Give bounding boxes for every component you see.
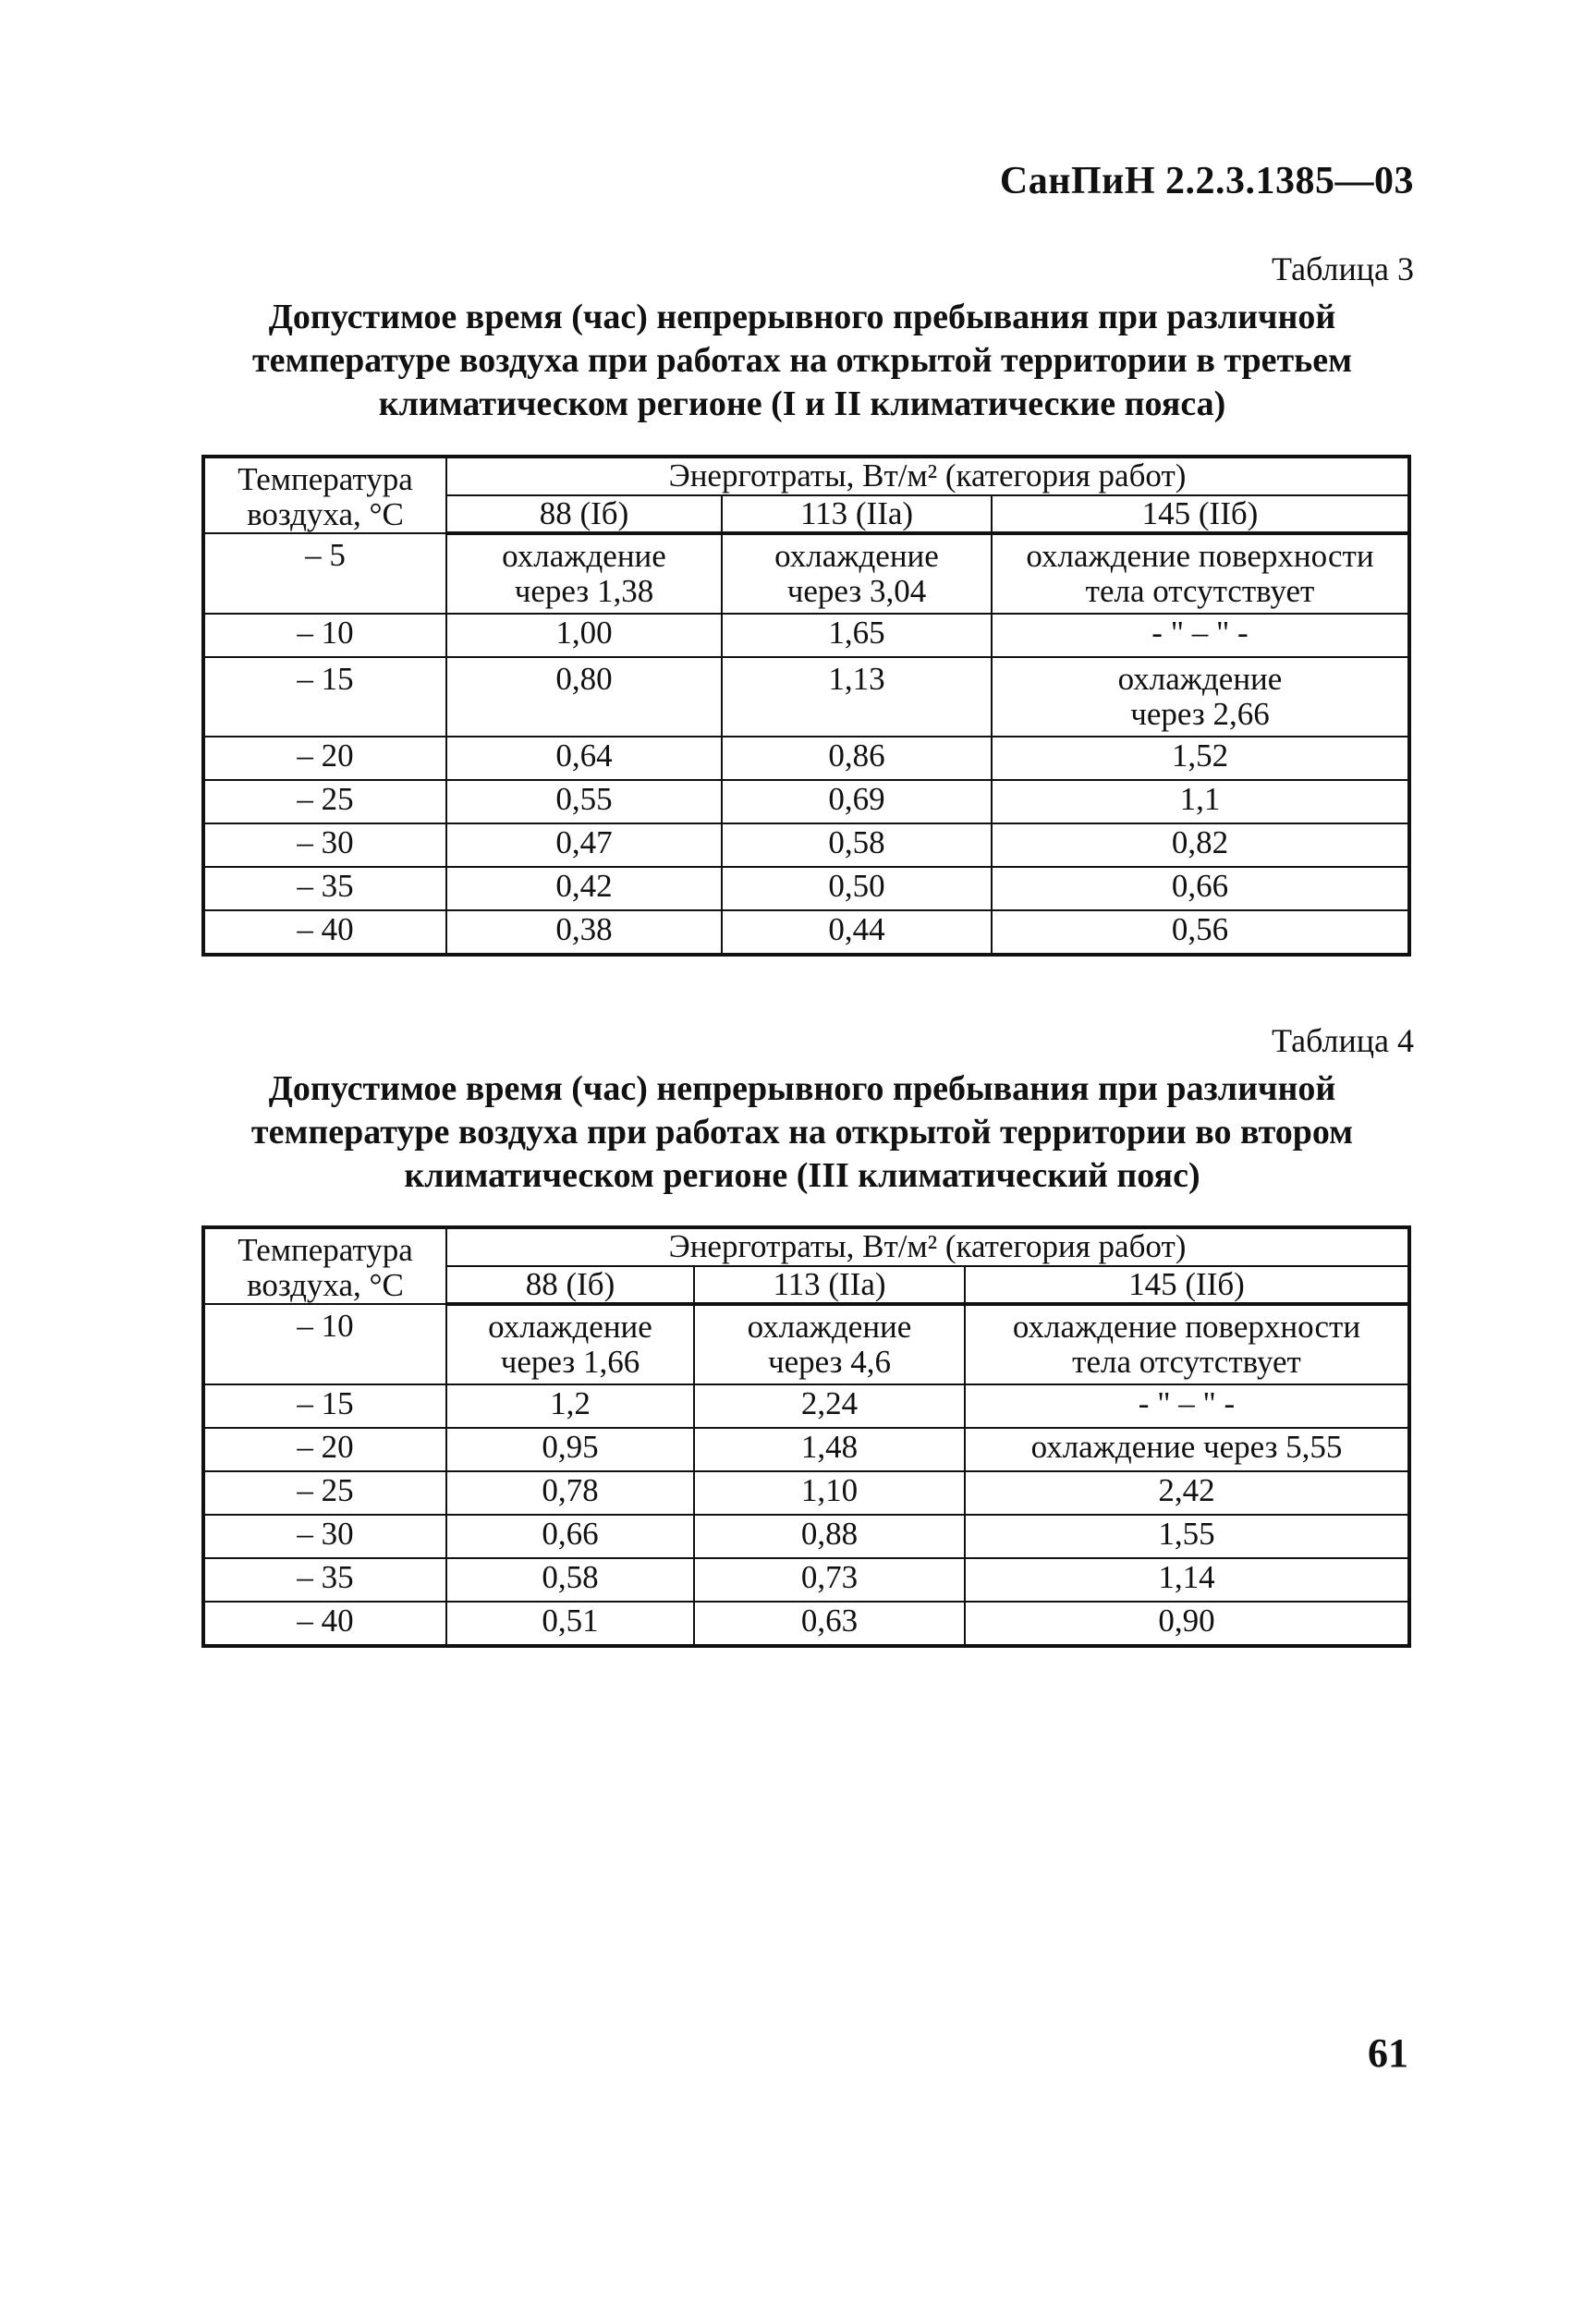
temperature-header-line: Температура xyxy=(238,461,413,497)
table-4 xyxy=(201,1225,1411,1648)
value-cell xyxy=(722,780,992,823)
temperature-cell: – 40 xyxy=(203,1602,446,1646)
value-cell-line: 0,47 xyxy=(555,824,613,860)
value-cell xyxy=(446,1428,694,1471)
value-cell xyxy=(992,780,1409,823)
temperature-cell: – 35 xyxy=(203,1558,446,1602)
value-cell xyxy=(694,1428,965,1471)
value-cell xyxy=(694,1471,965,1515)
value-cell-line: 1,48 xyxy=(800,1429,859,1465)
value-cell-line: 0,78 xyxy=(542,1472,599,1508)
value-cell xyxy=(446,910,722,955)
temperature-cell: – 40 xyxy=(203,910,446,955)
value-cell-line: - " – " - xyxy=(1151,615,1249,651)
energy-header: Энерготраты, Вт/м² (категория работ) xyxy=(446,1227,1409,1266)
value-cell-line: 0,66 xyxy=(1171,868,1229,904)
column-header-113: 113 (IIа) xyxy=(694,1266,965,1305)
value-cell xyxy=(694,1558,965,1602)
value-cell xyxy=(965,1471,1409,1515)
value-cell-line: 1,52 xyxy=(1171,737,1229,774)
value-cell-line: 0,44 xyxy=(828,911,885,947)
value-cell-line: 0,88 xyxy=(800,1516,859,1552)
value-cell-line: охлаждение xyxy=(747,1309,912,1345)
table-3-title xyxy=(201,296,1403,426)
value-cell-line: тела отсутствует xyxy=(1072,1344,1301,1380)
value-cell-line: через 4,6 xyxy=(768,1344,891,1380)
table-4-title-line: Допустимое время (час) непрерывного пребывания при различной xyxy=(268,1069,1336,1108)
value-cell xyxy=(446,1602,694,1646)
temperature-header xyxy=(203,457,446,533)
table-row xyxy=(203,737,1409,780)
value-cell-line: 1,00 xyxy=(555,615,613,651)
temperature-cell: – 30 xyxy=(203,823,446,867)
page-number: 61 xyxy=(1368,2030,1408,2076)
value-cell xyxy=(965,1384,1409,1428)
temperature-cell: – 10 xyxy=(203,614,446,657)
column-header-88: 88 (Iб) xyxy=(446,495,722,534)
value-cell xyxy=(446,1515,694,1558)
value-cell xyxy=(992,823,1409,867)
value-cell-line: 0,95 xyxy=(542,1429,599,1465)
temperature-header-line: воздуха, °С xyxy=(247,496,404,532)
table-row xyxy=(203,614,1409,657)
value-cell-line: 0,73 xyxy=(800,1559,859,1595)
value-cell-line: охлаждение xyxy=(488,1309,652,1345)
table-4-title-line: климатическом регионе (III климатический пояс) xyxy=(404,1156,1200,1195)
value-cell-line: 2,24 xyxy=(800,1385,859,1421)
value-cell xyxy=(965,1515,1409,1558)
temperature-cell: – 20 xyxy=(203,737,446,780)
value-cell-line: охлаждение xyxy=(502,538,666,574)
value-cell xyxy=(722,823,992,867)
table-row xyxy=(203,1384,1409,1428)
temperature-header xyxy=(203,1227,446,1304)
value-cell-line: через 1,38 xyxy=(514,573,654,609)
value-cell xyxy=(992,867,1409,910)
value-cell xyxy=(965,1428,1409,1471)
table-3-body xyxy=(203,533,1409,955)
table-row xyxy=(203,823,1409,867)
table-row xyxy=(203,1515,1409,1558)
value-cell-line: 2,42 xyxy=(1158,1472,1215,1508)
table-row xyxy=(203,910,1409,955)
table-4-title xyxy=(201,1067,1403,1198)
table-row xyxy=(203,1602,1409,1646)
value-cell xyxy=(722,910,992,955)
value-cell-line: 0,51 xyxy=(542,1603,599,1639)
column-header-113: 113 (IIа) xyxy=(722,495,992,534)
temperature-cell: – 5 xyxy=(203,533,446,614)
value-cell-line: через 2,66 xyxy=(1130,696,1270,732)
table-row xyxy=(203,1471,1409,1515)
value-cell-line: 0,66 xyxy=(542,1516,599,1552)
document-code: СанПиН 2.2.3.1385—03 xyxy=(999,160,1414,202)
value-cell xyxy=(446,533,722,614)
temperature-cell: – 25 xyxy=(203,1471,446,1515)
value-cell-line: 0,80 xyxy=(555,661,613,697)
table-4-label: Таблица 4 xyxy=(1272,1022,1414,1059)
value-cell-line: через 3,04 xyxy=(786,573,927,609)
value-cell xyxy=(446,737,722,780)
table-4-title-line: температуре воздуха при работах на открытой территории во втором xyxy=(250,1113,1354,1152)
value-cell xyxy=(446,614,722,657)
column-header-145: 145 (IIб) xyxy=(965,1266,1409,1305)
value-cell xyxy=(722,867,992,910)
value-cell xyxy=(722,737,992,780)
value-cell-line: 0,90 xyxy=(1158,1603,1215,1639)
value-cell-line: охлаждение xyxy=(774,538,939,574)
table-4-body xyxy=(203,1304,1409,1646)
value-cell xyxy=(992,737,1409,780)
value-cell xyxy=(722,657,992,737)
table-3-title-line: Допустимое время (час) непрерывного пребывания при различной xyxy=(268,298,1336,336)
value-cell-line: тела отсутствует xyxy=(1085,573,1315,609)
value-cell xyxy=(446,1558,694,1602)
temperature-cell: – 25 xyxy=(203,780,446,823)
table-3-title-line: климатическом регионе (I и II климатические пояса) xyxy=(378,384,1226,423)
value-cell xyxy=(992,533,1409,614)
value-cell-line: охлаждение xyxy=(1117,661,1283,697)
value-cell-line: 1,55 xyxy=(1158,1516,1215,1552)
table-3-title-line: температуре воздуха при работах на открытой территории в третьем xyxy=(251,341,1352,380)
energy-header: Энерготраты, Вт/м² (категория работ) xyxy=(446,457,1409,495)
temperature-cell: – 20 xyxy=(203,1428,446,1471)
table-row xyxy=(203,780,1409,823)
value-cell xyxy=(446,1471,694,1515)
temperature-header-line: Температура xyxy=(238,1232,413,1268)
value-cell-line: 1,1 xyxy=(1179,781,1221,817)
temperature-cell: – 10 xyxy=(203,1304,446,1384)
table-row xyxy=(203,657,1409,737)
value-cell xyxy=(446,823,722,867)
value-cell-line: 1,2 xyxy=(550,1385,591,1421)
table-row xyxy=(203,867,1409,910)
value-cell xyxy=(446,1304,694,1384)
value-cell xyxy=(694,1304,965,1384)
column-header-145: 145 (IIб) xyxy=(992,495,1409,534)
temperature-cell: – 35 xyxy=(203,867,446,910)
value-cell-line: 1,14 xyxy=(1158,1559,1215,1595)
value-cell xyxy=(446,867,722,910)
table-row xyxy=(203,1304,1409,1384)
table-3-label: Таблица 3 xyxy=(1272,250,1414,287)
temperature-cell: – 15 xyxy=(203,657,446,737)
value-cell-line: 0,42 xyxy=(555,868,613,904)
value-cell-line: 1,65 xyxy=(828,615,885,651)
temperature-cell: – 30 xyxy=(203,1515,446,1558)
value-cell xyxy=(965,1304,1409,1384)
value-cell-line: через 1,66 xyxy=(500,1344,640,1380)
value-cell xyxy=(992,614,1409,657)
value-cell-line: охлаждение поверхности xyxy=(1012,1309,1361,1345)
table-row xyxy=(203,1428,1409,1471)
column-header-88: 88 (Iб) xyxy=(446,1266,694,1305)
value-cell xyxy=(694,1602,965,1646)
value-cell-line: 0,38 xyxy=(555,911,613,947)
value-cell xyxy=(722,614,992,657)
value-cell-line: 0,63 xyxy=(800,1603,859,1639)
value-cell xyxy=(992,910,1409,955)
value-cell xyxy=(965,1558,1409,1602)
value-cell xyxy=(446,780,722,823)
temperature-header-line: воздуха, °С xyxy=(247,1267,404,1303)
value-cell-line: 0,56 xyxy=(1171,911,1229,947)
value-cell-line: 0,69 xyxy=(828,781,885,817)
table-3 xyxy=(201,455,1411,957)
value-cell-line: 0,58 xyxy=(828,824,885,860)
table-row xyxy=(203,1558,1409,1602)
value-cell-line: 0,86 xyxy=(828,737,885,774)
value-cell-line: 1,13 xyxy=(828,661,885,697)
value-cell-line: - " – " - xyxy=(1138,1385,1236,1421)
temperature-cell: – 15 xyxy=(203,1384,446,1428)
table-row xyxy=(203,533,1409,614)
value-cell xyxy=(446,657,722,737)
value-cell xyxy=(694,1515,965,1558)
value-cell-line: 0,82 xyxy=(1171,824,1229,860)
value-cell-line: охлаждение через 5,55 xyxy=(1030,1429,1343,1465)
value-cell-line: 0,55 xyxy=(555,781,613,817)
value-cell-line: 1,10 xyxy=(800,1472,859,1508)
value-cell xyxy=(992,657,1409,737)
value-cell-line: 0,58 xyxy=(542,1559,599,1595)
value-cell xyxy=(965,1602,1409,1646)
value-cell-line: 0,64 xyxy=(555,737,613,774)
value-cell xyxy=(446,1384,694,1428)
value-cell-line: 0,50 xyxy=(828,868,885,904)
value-cell xyxy=(694,1384,965,1428)
value-cell xyxy=(722,533,992,614)
value-cell-line: охлаждение поверхности xyxy=(1026,538,1374,574)
